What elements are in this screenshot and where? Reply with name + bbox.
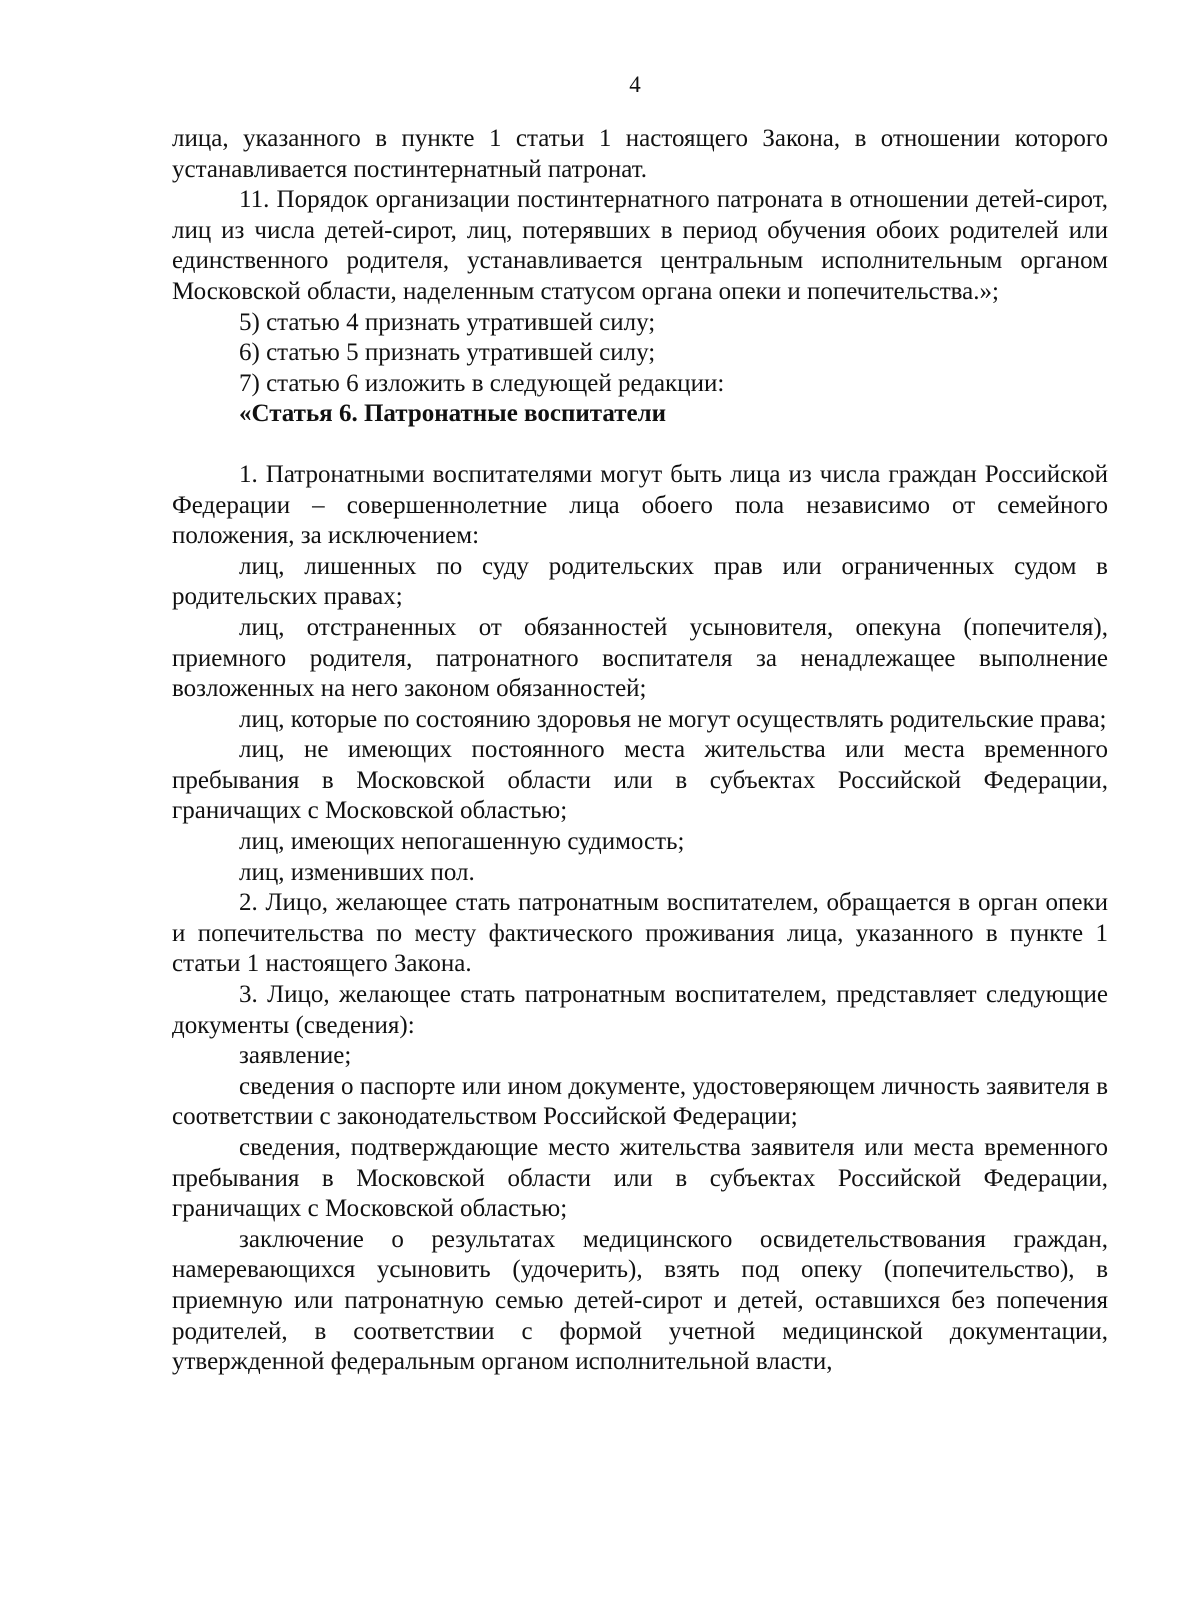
paragraph: 6) статью 5 признать утратившей силу; — [239, 339, 656, 367]
paragraph: 7) статью 6 изложить в следующей редакции: — [239, 369, 725, 397]
paragraph: 11. Порядок организации постинтернатного патроната в отношении детей-сирот, лиц из числа детей-сирот, лиц, потерявших в период обучения обоих родителей или единственного родителя, устанавливается центральным исполнительным органом Московской области, наделенным статусом органа опеки и попечительства.»; — [172, 186, 1108, 305]
paragraph: лиц, не имеющих постоянного места жительства или места временного пребывания в Московской области или в субъектах Российской Федерации, граничащих с Московской областью; — [172, 736, 1108, 825]
paragraph: 5) статью 4 признать утратившей силу; — [239, 308, 656, 336]
paragraph: лица, указанного в пункте 1 статьи 1 настоящего Закона, в отношении которого устанавливается постинтернатный патронат. — [172, 125, 1108, 183]
paragraph: сведения о паспорте или ином документе, удостоверяющем личность заявителя в соответствии с законодательством Российской Федерации; — [172, 1072, 1108, 1131]
paragraph: сведения, подтверждающие место жительства заявителя или места временного пребывания в Московской области или в субъектах Российской Федерации, граничащих с Московской областью; — [172, 1134, 1108, 1223]
paragraph: заключение о результатах медицинского освидетельствования граждан, намеревающихся усыновить (удочерить), взять под опеку (попечительство), в приемную или патронатную семью детей-сирот и детей, оставшихся без попечения родителей, в соответствии с формой учетной медицинской документации, утвержденной федеральным органом исполнительной власти, — [172, 1225, 1108, 1376]
paragraph: лиц, которые по состоянию здоровья не могут осуществлять родительские права; — [239, 705, 1107, 733]
paragraph: лиц, имеющих непогашенную судимость; — [239, 828, 685, 856]
article-heading: «Статья 6. Патронатные воспитатели — [239, 400, 667, 428]
paragraph: заявление; — [239, 1042, 352, 1070]
paragraph: 1. Патронатными воспитателями могут быть лица из числа граждан Российской Федерации – совершеннолетние лица обоего пола независимо от семейного положения, за исключением: — [172, 460, 1108, 550]
paragraph: лиц, лишенных по суду родительских прав или ограниченных судом в родительских правах; — [172, 552, 1108, 611]
paragraph: 3. Лицо, желающее стать патронатным воспитателем, представляет следующие документы (сведения): — [172, 981, 1108, 1039]
paragraph: лиц, изменивших пол. — [239, 858, 475, 886]
paragraph: 2. Лицо, желающее стать патронатным воспитателем, обращается в орган опеки и попечительства по месту фактического проживания лица, указанного в пункте 1 статьи 1 настоящего Закона. — [172, 889, 1108, 978]
paragraph: лиц, отстраненных от обязанностей усыновителя, опекуна (попечителя), приемного родителя, патронатного воспитателя за ненадлежащее выполнение возложенных на него законом обязанностей; — [172, 613, 1108, 703]
page-number: 4 — [629, 72, 641, 97]
spacer — [172, 430, 1108, 460]
document-body — [172, 124, 1108, 1378]
